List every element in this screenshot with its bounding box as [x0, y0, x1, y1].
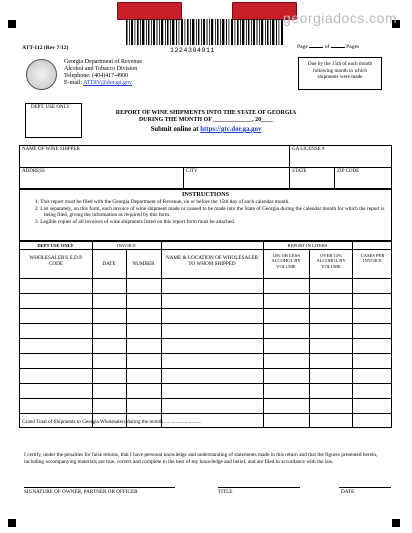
col-cases: CASES PER INVOICE — [360, 253, 385, 264]
agency-line-3: Telephone: (404)417-4900 — [64, 73, 129, 79]
agency-block — [64, 59, 142, 87]
instructions-list — [35, 199, 385, 225]
report-title-line-1: REPORT OF WINE SHIPMENTS INTO THE STATE OF GEORGIA — [115, 110, 297, 116]
georgia-seal-icon — [26, 59, 57, 90]
zip-field[interactable]: ZIP CODE — [337, 169, 360, 174]
submit-link[interactable]: https://gtc.dor.ga.gov — [200, 126, 262, 133]
dept-use-label: DEPT. USE ONLY — [31, 105, 70, 110]
col-date: DATE — [102, 261, 116, 267]
email-label: E-mail: — [64, 80, 82, 86]
watermark: georgiadocs.com — [283, 10, 398, 26]
agency-line-1: Georgia Department of Revenue — [64, 59, 143, 65]
registration-mark-bottom-left — [8, 519, 16, 527]
registration-mark-top-left — [8, 20, 16, 28]
col-number: NUMBER — [132, 261, 155, 267]
due-note: Due by the 15th of each month following month in which shipments were made — [298, 57, 382, 90]
grand-total-label: Grand Total of Shipments to Georgia Wholesalers during the month ............................. — [22, 419, 202, 425]
registration-mark-bottom-right — [392, 519, 400, 527]
col-name-location: NAME & LOCATION OF WHOLESALER TO WHOM SHIPPED — [165, 255, 259, 267]
instructions-heading: INSTRUCTIONS — [181, 191, 230, 198]
form-id: ATT-112 (Rev 7/12) — [22, 45, 69, 51]
page-counter — [297, 44, 359, 50]
signature-date-field[interactable]: DATE — [341, 489, 355, 495]
group-liters: REPORT IN LITERS — [287, 243, 328, 248]
print-button[interactable] — [117, 2, 182, 20]
instruction-item: 2. List separately, on this form, each invoice of wine shipment made or caused to be made into the State of Georgia during the calendar month for which the report is being filed, giving the information as required by this form. — [35, 205, 385, 219]
report-title-line-2: DURING THE MONTH OF _____________, 20____ — [138, 117, 274, 123]
col-wholesaler: WHOLESALER'S E.D.P. CODE — [29, 255, 83, 267]
col-14-or-less: 14% OR LESS ALCOHOL BY VOLUME — [271, 253, 301, 269]
group-invoice: INVOICE — [117, 243, 136, 248]
report-title — [95, 110, 317, 124]
submit-online — [95, 126, 317, 133]
state-field[interactable]: STATE — [292, 169, 307, 174]
page-total-blank[interactable] — [331, 47, 345, 48]
agency-line-2: Alcohol and Tobacco Division — [64, 66, 138, 72]
pages-label: Pages — [346, 44, 360, 50]
page-label: Page — [297, 44, 308, 50]
dept-use-box — [25, 103, 82, 138]
of-label: of — [324, 44, 330, 50]
agency-email-row — [64, 80, 142, 87]
col-over-14: OVER 14% ALCOHOL BY VOLUME — [316, 253, 346, 269]
barcode — [126, 19, 286, 49]
instruction-item: 1. This report must be filed with the Georgia Department of Revenue, on or before the 15th day of each calendar month. — [35, 199, 290, 205]
email-link[interactable]: ATDIV@dor.ga.gov — [83, 80, 133, 86]
certification-text: I certify, under the penalties for false returns, that I have personal knowledge and understanding of statements made in this return and that the figures presented herein, including accompanying materials are true, correct and complete to the best of my knowledge and belief, and are filed in accordance with the law. — [24, 452, 378, 465]
instruction-item: 3. Legible copies of all invoices of wine shipments listed on this report form must be attached. — [35, 218, 236, 225]
signature-title-field[interactable]: TITLE — [218, 489, 233, 495]
submit-label: Submit online at — [150, 126, 199, 133]
page-number-blank[interactable] — [309, 47, 323, 48]
license-field[interactable]: GA LICENSE # — [292, 147, 325, 152]
signature-owner-field[interactable]: SIGNATURE OF OWNER, PARTNER OR OFFICER — [24, 489, 138, 495]
address-field[interactable]: ADDRESS — [22, 169, 45, 174]
shipper-name-field[interactable]: NAME OF WINE SHIPPER — [22, 147, 80, 152]
barcode-number: 1224304011 — [170, 47, 216, 54]
city-field[interactable]: CITY — [186, 169, 198, 174]
group-dept-use: DEPT USE ONLY — [37, 243, 74, 248]
